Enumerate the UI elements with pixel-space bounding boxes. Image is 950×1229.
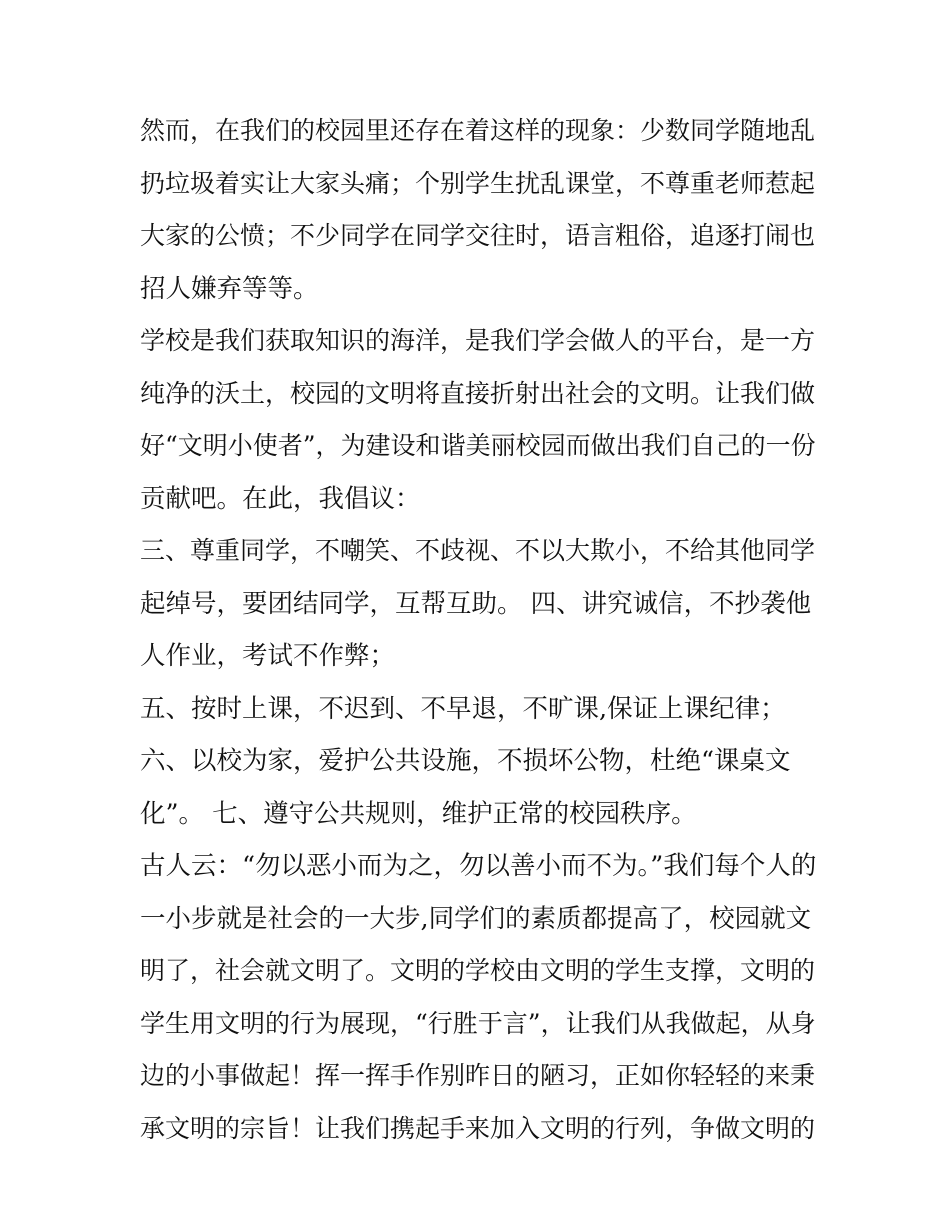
text-line: 五、按时上课，不迟到、不早退，不旷课,保证上课纪律；: [140, 693, 786, 724]
text-line: 大家的公愤；不少同学在同学交往时，语言粗俗，追逐打闹也: [140, 221, 816, 250]
text-line: 承文明的宗旨！让我们携起手来加入文明的行列，争做文明的: [140, 1113, 816, 1143]
text-line: 古人云：“勿以恶小而为之，勿以善小而不为。”我们每个人的: [140, 851, 817, 881]
text-line: 六、以校为家，爱护公共设施，不损坏公物，杜绝“课桌文: [140, 746, 791, 776]
text-line: 然而，在我们的校园里还存在着这样的现象：少数同学随地乱: [140, 116, 816, 145]
text-line: 招人嫌弃等等。: [140, 273, 319, 304]
text-line: 三、尊重同学，不嘲笑、不歧视、不以大欺小，不给其他同学: [140, 536, 816, 565]
text-line: 一小步就是社会的一大步,同学们的素质都提高了，校园就文: [140, 903, 812, 934]
text-line: 化”。 七、遵守公共规则，维护正常的校园秩序。: [140, 798, 697, 829]
text-line: 好“文明小使者”，为建设和谐美丽校园而做出我们自己的一份: [140, 431, 816, 460]
text-line: 边的小事做起！挥一挥手作别昨日的陋习，正如你轻轻的来秉: [140, 1061, 816, 1090]
text-line: 明了，社会就文明了。文明的学校由文明的学生支撑，文明的: [140, 956, 816, 985]
text-line: 扔垃圾着实让大家头痛；个别学生扰乱课堂，不尊重老师惹起: [140, 168, 816, 198]
text-line: 人作业，考试不作弊；: [140, 641, 396, 671]
text-line: 贡献吧。在此，我倡议：: [140, 483, 421, 514]
text-line: 学生用文明的行为展现，“行胜于言”，让我们从我做起，从身: [140, 1008, 816, 1038]
text-line: 学校是我们获取知识的海洋，是我们学会做人的平台，是一方: [140, 326, 816, 355]
text-line: 纯净的沃土，校园的文明将直接折射出社会的文明。让我们做: [140, 378, 816, 408]
text-line: 起绰号，要团结同学，互帮互助。 四、讲究诚信，不抄袭他: [140, 588, 812, 619]
document-body: [140, 105, 820, 1155]
